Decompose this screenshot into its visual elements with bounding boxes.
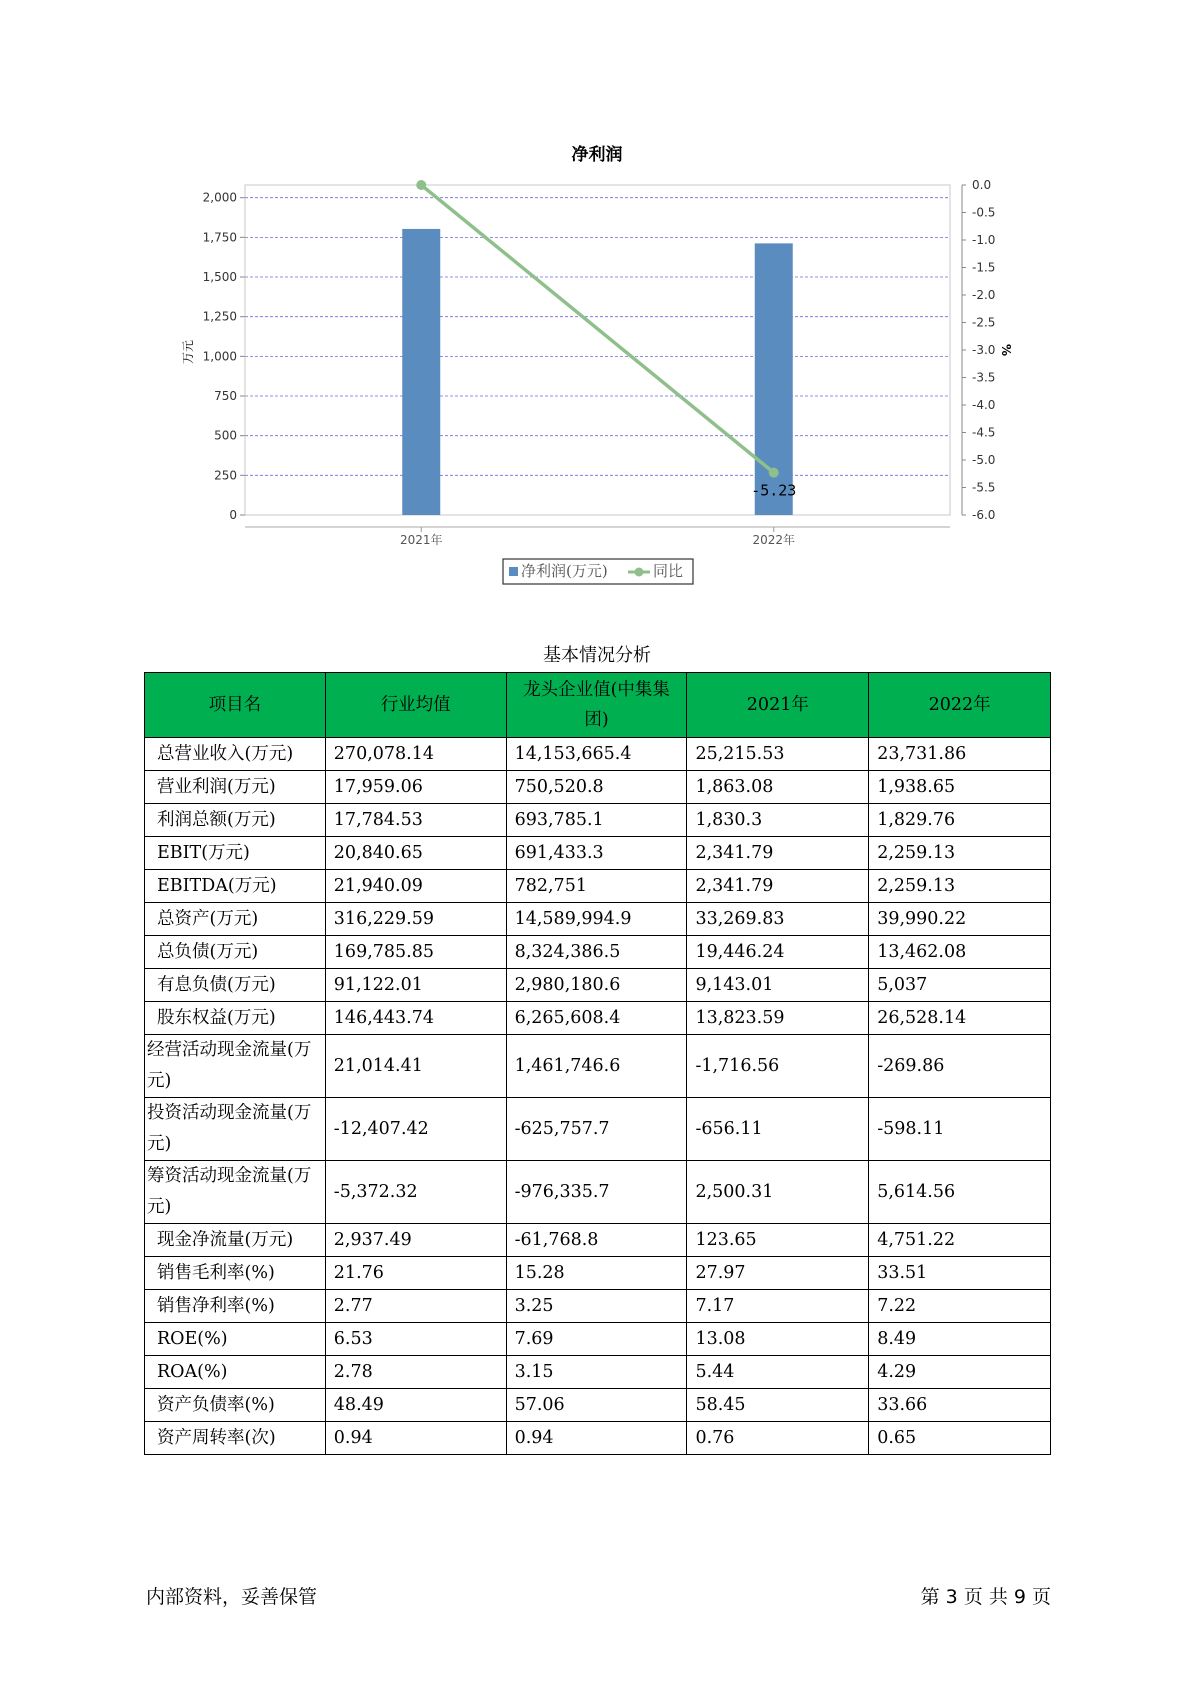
y2-tick-label: -4.0	[972, 398, 996, 412]
table-cell: 7.22	[869, 1290, 1051, 1323]
table-cell: 0.76	[687, 1422, 869, 1455]
table-cell: 21,940.09	[325, 870, 506, 903]
y2-tick-label: -5.0	[972, 453, 996, 467]
y2-tick-label: -1.5	[972, 260, 996, 275]
y2-tick-label: -5.5	[972, 480, 996, 495]
table-cell: 2,500.31	[687, 1161, 869, 1224]
table-cell: 1,938.65	[869, 771, 1051, 804]
table-cell: 91,122.01	[325, 969, 506, 1002]
table-cell: 4.29	[869, 1356, 1051, 1389]
row-label: 营业利润(万元)	[145, 771, 326, 804]
table-cell: 2,980,180.6	[506, 969, 687, 1002]
table-row	[145, 1002, 1051, 1035]
header-item-name: 项目名	[145, 673, 326, 738]
row-label: 销售净利率(%)	[145, 1290, 326, 1323]
legend-bar-label: 净利润(万元)	[521, 562, 608, 580]
table-cell: 15.28	[506, 1257, 687, 1290]
y2-tick-label: -0.5	[972, 205, 996, 220]
row-label: 经营活动现金流量(万元)	[145, 1035, 326, 1098]
table-cell: 39,990.22	[869, 903, 1051, 936]
table-cell: -5,372.32	[325, 1161, 506, 1224]
table-row	[145, 870, 1051, 903]
table-cell: -1,716.56	[687, 1035, 869, 1098]
table-cell: 33.66	[869, 1389, 1051, 1422]
table-header-row	[145, 673, 1051, 738]
header-industry-avg: 行业均值	[325, 673, 506, 738]
table-row	[145, 1422, 1051, 1455]
table-row	[145, 1098, 1051, 1161]
table-cell: 25,215.53	[687, 738, 869, 771]
table-row	[145, 1389, 1051, 1422]
table-cell: 1,863.08	[687, 771, 869, 804]
header-2021: 2021年	[687, 673, 869, 738]
row-label: ROA(%)	[145, 1356, 326, 1389]
y-tick-label: 0	[229, 508, 237, 522]
chart-title: 净利润	[571, 145, 623, 165]
row-label: 利润总额(万元)	[145, 804, 326, 837]
table-cell: 691,433.3	[506, 837, 687, 870]
table-cell: 6,265,608.4	[506, 1002, 687, 1035]
x-axis-labels	[400, 527, 795, 547]
table-row	[145, 1161, 1051, 1224]
table-row	[145, 738, 1051, 771]
table-cell: 21.76	[325, 1257, 506, 1290]
table-cell: 9,143.01	[687, 969, 869, 1002]
table-cell: 316,229.59	[325, 903, 506, 936]
table-row	[145, 936, 1051, 969]
table-row	[145, 969, 1051, 1002]
y2-tick-label: 0.0	[972, 178, 992, 192]
legend-line-label: 同比	[653, 562, 684, 580]
right-axis-ticks	[962, 178, 995, 522]
table-cell: 4,751.22	[869, 1224, 1051, 1257]
y2-tick-label: -3.5	[972, 370, 996, 385]
table-cell: 2,259.13	[869, 870, 1051, 903]
left-axis-ticks	[203, 191, 245, 522]
table-row	[145, 903, 1051, 936]
header-2022: 2022年	[869, 673, 1051, 738]
table-cell: 2,937.49	[325, 1224, 506, 1257]
row-label: 总营业收入(万元)	[145, 738, 326, 771]
chart-legend	[503, 559, 693, 584]
y2-tick-label: -1.0	[972, 233, 996, 247]
plot-area-border	[245, 185, 950, 515]
table-cell: 123.65	[687, 1224, 869, 1257]
y-tick-label: 250	[214, 468, 237, 483]
y2-axis-label: %	[999, 343, 1013, 357]
table-cell: 7.69	[506, 1323, 687, 1356]
footer-confidential: 内部资料，妥善保管	[146, 1586, 318, 1608]
table-cell: 5.44	[687, 1356, 869, 1389]
row-label: ROE(%)	[145, 1323, 326, 1356]
table-row	[145, 837, 1051, 870]
row-label: 资产负债率(%)	[145, 1389, 326, 1422]
row-label: 投资活动现金流量(万元)	[145, 1098, 326, 1161]
table-cell: 2,259.13	[869, 837, 1051, 870]
table-cell: 8,324,386.5	[506, 936, 687, 969]
table-cell: 0.65	[869, 1422, 1051, 1455]
row-label: EBIT(万元)	[145, 837, 326, 870]
table-cell: -12,407.42	[325, 1098, 506, 1161]
table-cell: 21,014.41	[325, 1035, 506, 1098]
table-cell: 17,959.06	[325, 771, 506, 804]
y2-tick-label: -2.0	[972, 288, 996, 302]
legend-line-marker	[635, 568, 644, 577]
table-cell: 27.97	[687, 1257, 869, 1290]
table-cell: 0.94	[325, 1422, 506, 1455]
row-label: 有息负债(万元)	[145, 969, 326, 1002]
table-cell: 693,785.1	[506, 804, 687, 837]
table-cell: 20,840.65	[325, 837, 506, 870]
table-cell: 782,751	[506, 870, 687, 903]
row-label: 销售毛利率(%)	[145, 1257, 326, 1290]
legend-bar-swatch	[509, 567, 518, 576]
table-cell: 33.51	[869, 1257, 1051, 1290]
y-tick-label: 750	[214, 389, 237, 404]
chart-gridlines	[245, 198, 950, 515]
table-row	[145, 1257, 1051, 1290]
y-tick-label: 1,750	[202, 230, 237, 245]
row-label: 现金净流量(万元)	[145, 1224, 326, 1257]
row-label: 总负债(万元)	[145, 936, 326, 969]
yoy-point-0	[416, 180, 426, 190]
y2-tick-label: -4.5	[972, 425, 996, 440]
y-tick-label: 2,000	[202, 190, 237, 205]
table-cell: -625,757.7	[506, 1098, 687, 1161]
table-cell: 7.17	[687, 1290, 869, 1323]
table-cell: -598.11	[869, 1098, 1051, 1161]
table-cell: 5,037	[869, 969, 1051, 1002]
x-tick-label: 2021年	[399, 533, 443, 547]
header-leader-value: 龙头企业值(中集集团)	[506, 673, 687, 738]
table-cell: 48.49	[325, 1389, 506, 1422]
yoy-line	[421, 185, 774, 473]
y2-tick-label: -2.5	[972, 315, 996, 330]
row-label: 总资产(万元)	[145, 903, 326, 936]
table-cell: 2,341.79	[687, 870, 869, 903]
table-cell: 1,461,746.6	[506, 1035, 687, 1098]
table-cell: 58.45	[687, 1389, 869, 1422]
y-tick-label: 500	[214, 428, 237, 443]
table-cell: 23,731.86	[869, 738, 1051, 771]
y2-tick-label: -6.0	[972, 508, 996, 522]
y-tick-label: 1,500	[202, 270, 237, 285]
table-cell: 169,785.85	[325, 936, 506, 969]
table-cell: -976,335.7	[506, 1161, 687, 1224]
table-cell: 3.25	[506, 1290, 687, 1323]
table-cell: 1,829.76	[869, 804, 1051, 837]
table-cell: 3.15	[506, 1356, 687, 1389]
table-cell: 0.94	[506, 1422, 687, 1455]
table-row	[145, 804, 1051, 837]
row-label: 筹资活动现金流量(万元)	[145, 1161, 326, 1224]
table-cell: 13.08	[687, 1323, 869, 1356]
yoy-point-1	[769, 468, 779, 478]
net-profit-chart	[0, 0, 1191, 600]
table-row	[145, 1224, 1051, 1257]
table-cell: 19,446.24	[687, 936, 869, 969]
table-cell: 17,784.53	[325, 804, 506, 837]
table-cell: 146,443.74	[325, 1002, 506, 1035]
table-cell: 1,830.3	[687, 804, 869, 837]
table-cell: -656.11	[687, 1098, 869, 1161]
table-cell: 14,153,665.4	[506, 738, 687, 771]
table-cell: 13,823.59	[687, 1002, 869, 1035]
table-cell: 14,589,994.9	[506, 903, 687, 936]
x-tick-label: 2022年	[752, 533, 796, 547]
table-cell: 26,528.14	[869, 1002, 1051, 1035]
line-series	[416, 180, 796, 500]
y2-tick-label: -3.0	[972, 343, 996, 357]
bar-series	[402, 229, 793, 515]
table-cell: 57.06	[506, 1389, 687, 1422]
table-cell: 5,614.56	[869, 1161, 1051, 1224]
y-axis-label: 万元	[181, 339, 195, 365]
table-cell: 2,341.79	[687, 837, 869, 870]
table-cell: 750,520.8	[506, 771, 687, 804]
table-caption: 基本情况分析	[543, 645, 651, 666]
yoy-data-label: -5.23	[751, 481, 797, 500]
row-label: 资产周转率(次)	[145, 1422, 326, 1455]
row-label: EBITDA(万元)	[145, 870, 326, 903]
table-cell: -61,768.8	[506, 1224, 687, 1257]
table-cell: 2.77	[325, 1290, 506, 1323]
table-row	[145, 1323, 1051, 1356]
table-row	[145, 771, 1051, 804]
table-cell: -269.86	[869, 1035, 1051, 1098]
table-row	[145, 1035, 1051, 1098]
table-cell: 33,269.83	[687, 903, 869, 936]
footer-page-number: 第 3 页 共 9 页	[920, 1586, 1051, 1608]
table-cell: 270,078.14	[325, 738, 506, 771]
y-tick-label: 1,250	[202, 309, 237, 324]
table-cell: 2.78	[325, 1356, 506, 1389]
y-tick-label: 1,000	[202, 349, 237, 364]
table-cell: 13,462.08	[869, 936, 1051, 969]
table-cell: 6.53	[325, 1323, 506, 1356]
table-row	[145, 1356, 1051, 1389]
row-label: 股东权益(万元)	[145, 1002, 326, 1035]
table-cell: 8.49	[869, 1323, 1051, 1356]
table-row	[145, 1290, 1051, 1323]
bar-0	[402, 229, 440, 515]
basic-analysis-table	[144, 672, 1051, 1455]
